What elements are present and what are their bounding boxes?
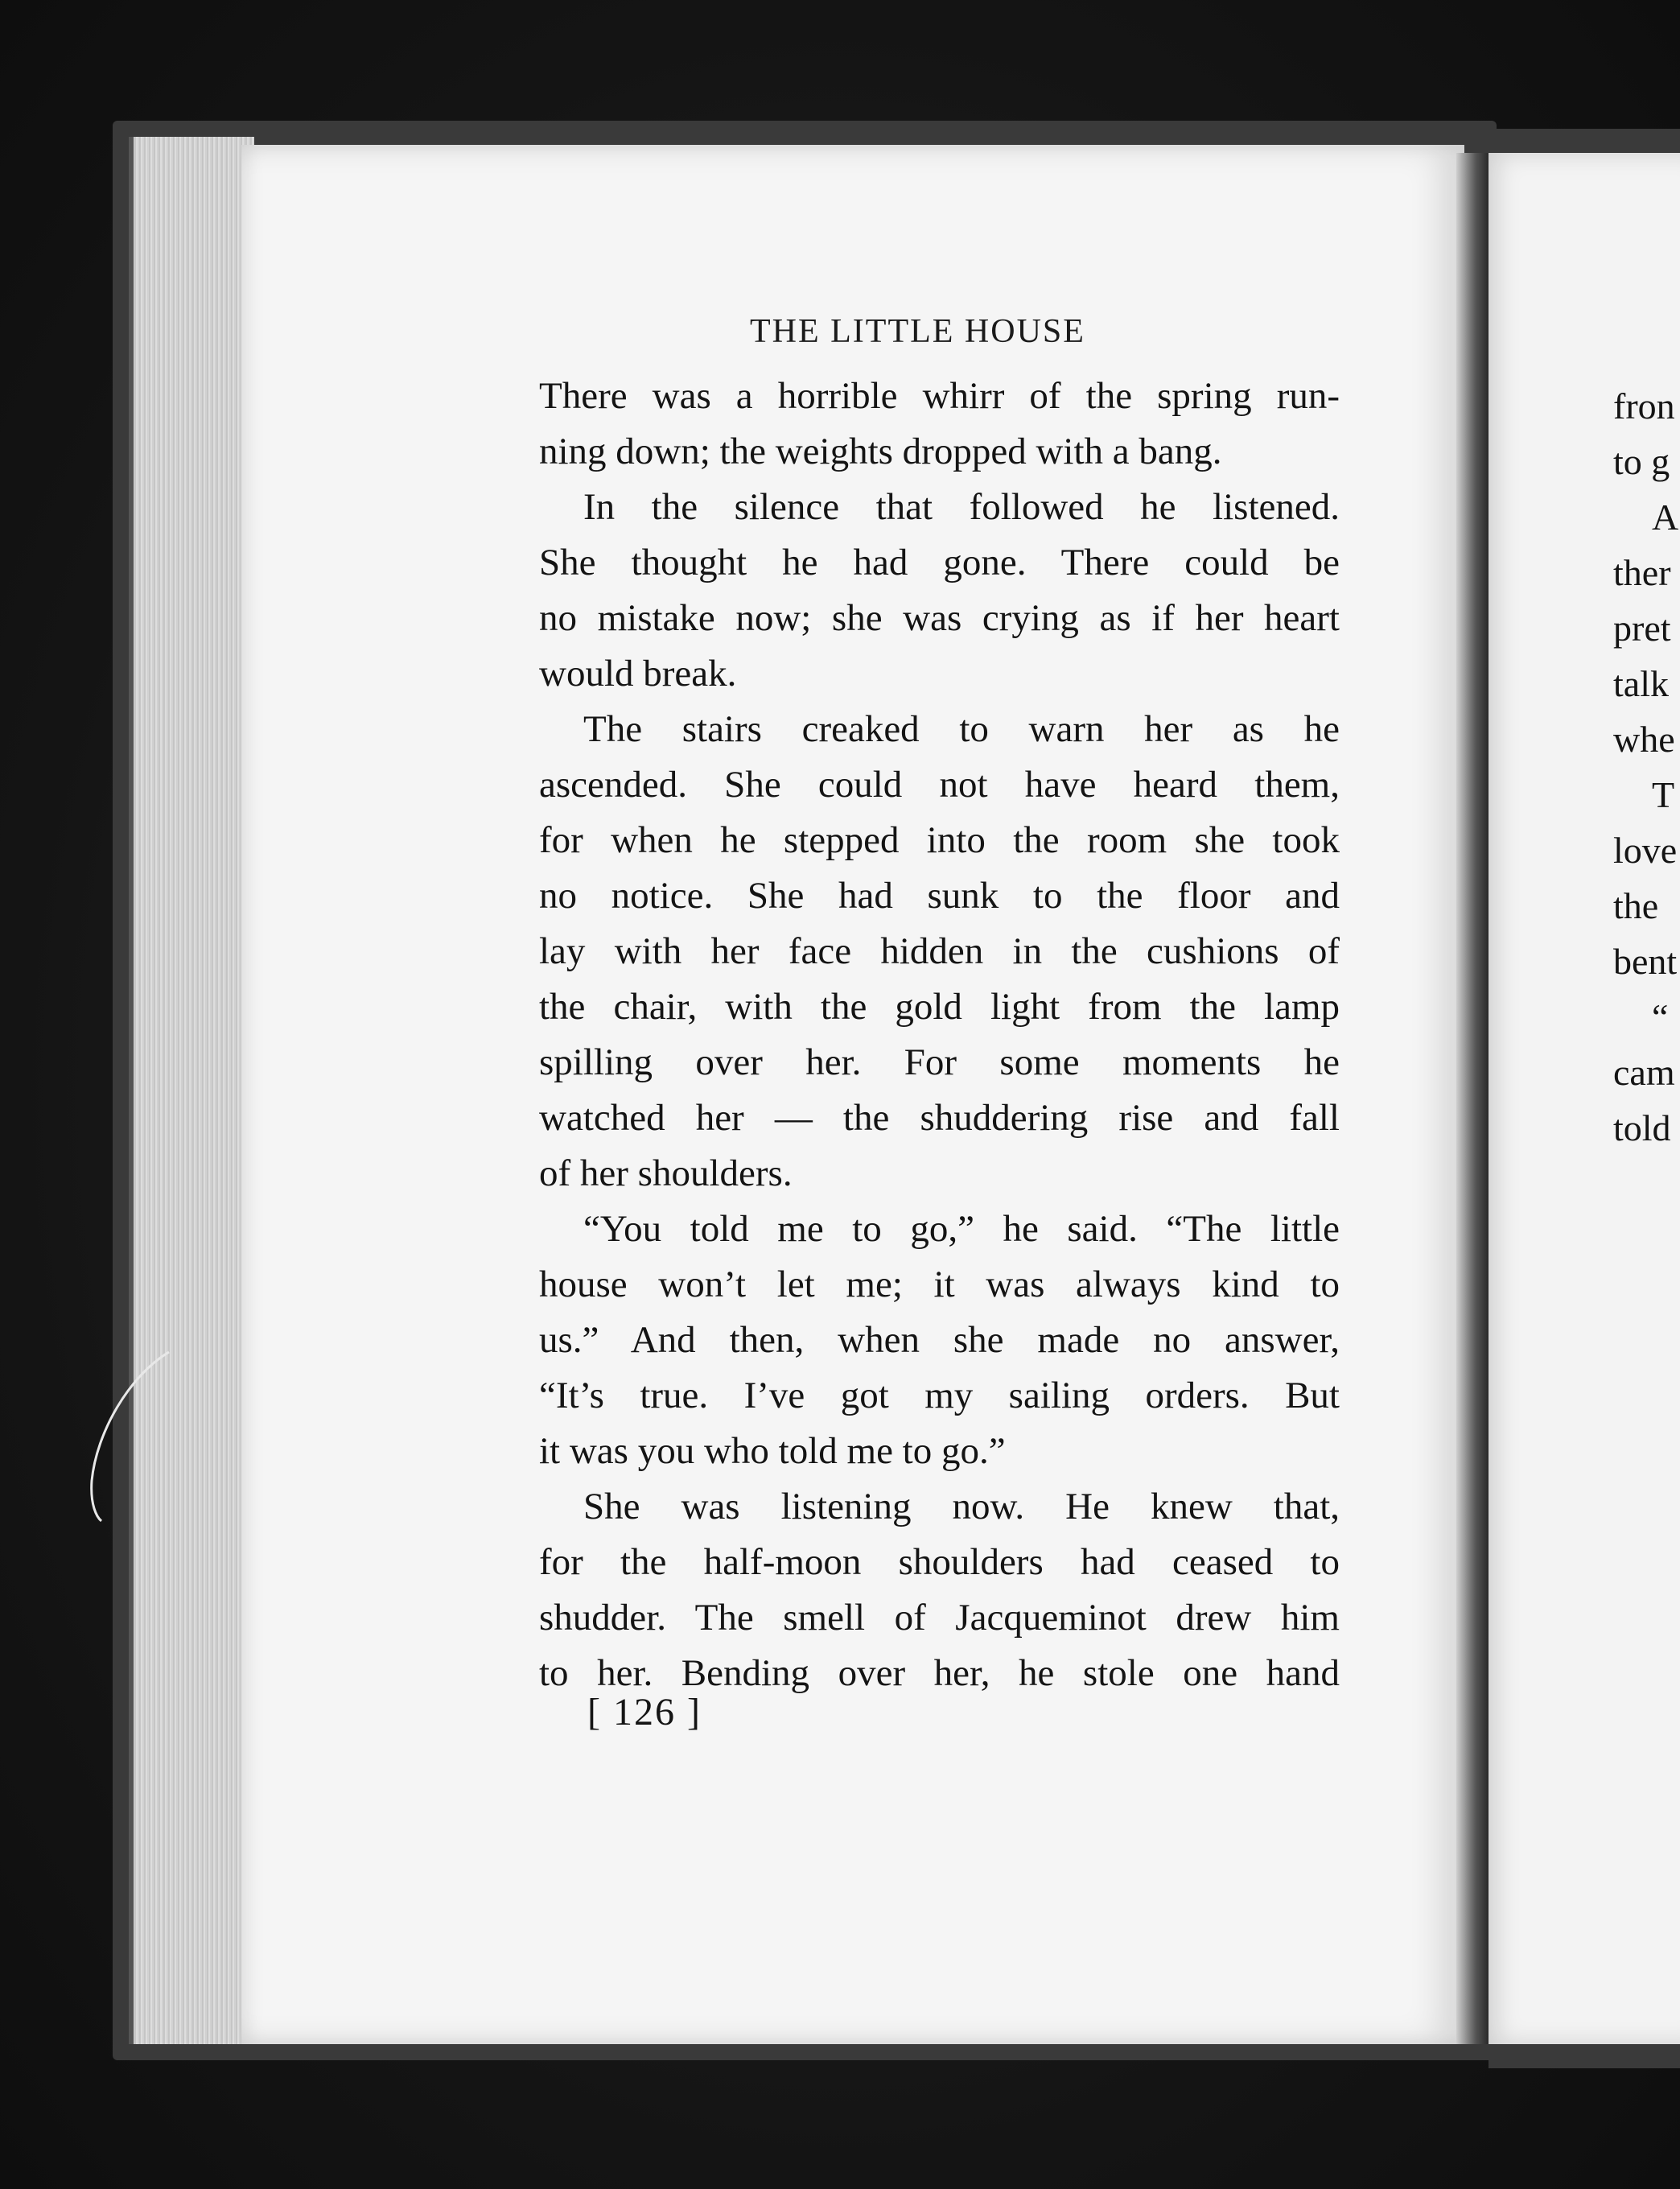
paragraph bbox=[539, 1479, 1340, 1701]
text-line: of her shoulders. bbox=[539, 1152, 793, 1194]
text-line: for the half-moon shoulders had ceased to bbox=[539, 1541, 1340, 1583]
paragraph bbox=[539, 480, 1340, 702]
right-page-fragment: bent bbox=[1613, 941, 1678, 982]
text-line: ning down; the weights dropped with a bang. bbox=[539, 431, 1222, 472]
right-page-fragment: talk bbox=[1613, 663, 1669, 704]
right-page-fragment: pret bbox=[1613, 608, 1671, 649]
right-page-fragment: told bbox=[1613, 1107, 1671, 1148]
right-page-fragment: the bbox=[1613, 885, 1659, 926]
text-line: for when he stepped into the room she took bbox=[539, 819, 1340, 861]
text-line: spilling over her. For some moments he bbox=[539, 1041, 1340, 1083]
right-page-fragment: cam bbox=[1613, 1052, 1675, 1093]
book-gutter bbox=[1456, 153, 1489, 2044]
paragraph bbox=[539, 702, 1340, 1202]
text-line: ascended. She could not have heard them, bbox=[539, 764, 1340, 806]
body-text bbox=[539, 369, 1340, 1701]
text-line: us.” And then, when she made no answer, bbox=[539, 1319, 1340, 1361]
right-page-fragment: A bbox=[1652, 497, 1679, 538]
right-page-text bbox=[1613, 378, 1680, 1156]
text-line: house won’t let me; it was always kind to bbox=[539, 1264, 1340, 1305]
text-line: to her. Bending over her, he stole one hand bbox=[539, 1652, 1340, 1694]
page-edges bbox=[129, 137, 254, 2044]
text-line: shudder. The smell of Jacqueminot drew him bbox=[539, 1597, 1340, 1639]
text-line: would break. bbox=[539, 653, 737, 695]
paragraph bbox=[539, 1202, 1340, 1479]
text-line: There was a horrible whirr of the spring run- bbox=[539, 375, 1340, 417]
text-line: The stairs creaked to warn her as he bbox=[583, 708, 1340, 750]
text-line: “It’s true. I’ve got my sailing orders. But bbox=[539, 1375, 1340, 1416]
paragraph bbox=[539, 369, 1340, 480]
text-line: watched her — the shuddering rise and fall bbox=[539, 1097, 1340, 1139]
right-page-fragment: fron bbox=[1613, 385, 1675, 427]
right-page-fragment: “ bbox=[1652, 996, 1669, 1037]
text-line: “You told me to go,” he said. “The little bbox=[583, 1208, 1340, 1250]
text-line: no mistake now; she was crying as if her heart bbox=[539, 597, 1340, 639]
text-line: She was listening now. He knew that, bbox=[583, 1486, 1340, 1527]
text-line: it was you who told me to go.” bbox=[539, 1430, 1006, 1472]
text-line: no notice. She had sunk to the floor and bbox=[539, 875, 1340, 917]
page-number: [ 126 ] bbox=[587, 1691, 702, 1733]
right-page-fragment: love bbox=[1613, 830, 1678, 871]
right-page-fragment: whe bbox=[1613, 719, 1675, 760]
text-line: the chair, with the gold light from the lamp bbox=[539, 986, 1340, 1028]
text-line: She thought he had gone. There could be bbox=[539, 542, 1340, 583]
running-head: THE LITTLE HOUSE bbox=[750, 313, 1085, 350]
text-line: lay with her face hidden in the cushions of bbox=[539, 930, 1340, 972]
right-page-fragment: ther bbox=[1613, 552, 1671, 593]
right-page-fragment: T bbox=[1652, 774, 1675, 815]
pencil-mark-icon bbox=[80, 1344, 177, 1537]
right-page-fragment: to g bbox=[1613, 441, 1670, 482]
text-line: In the silence that followed he listened. bbox=[583, 486, 1340, 528]
